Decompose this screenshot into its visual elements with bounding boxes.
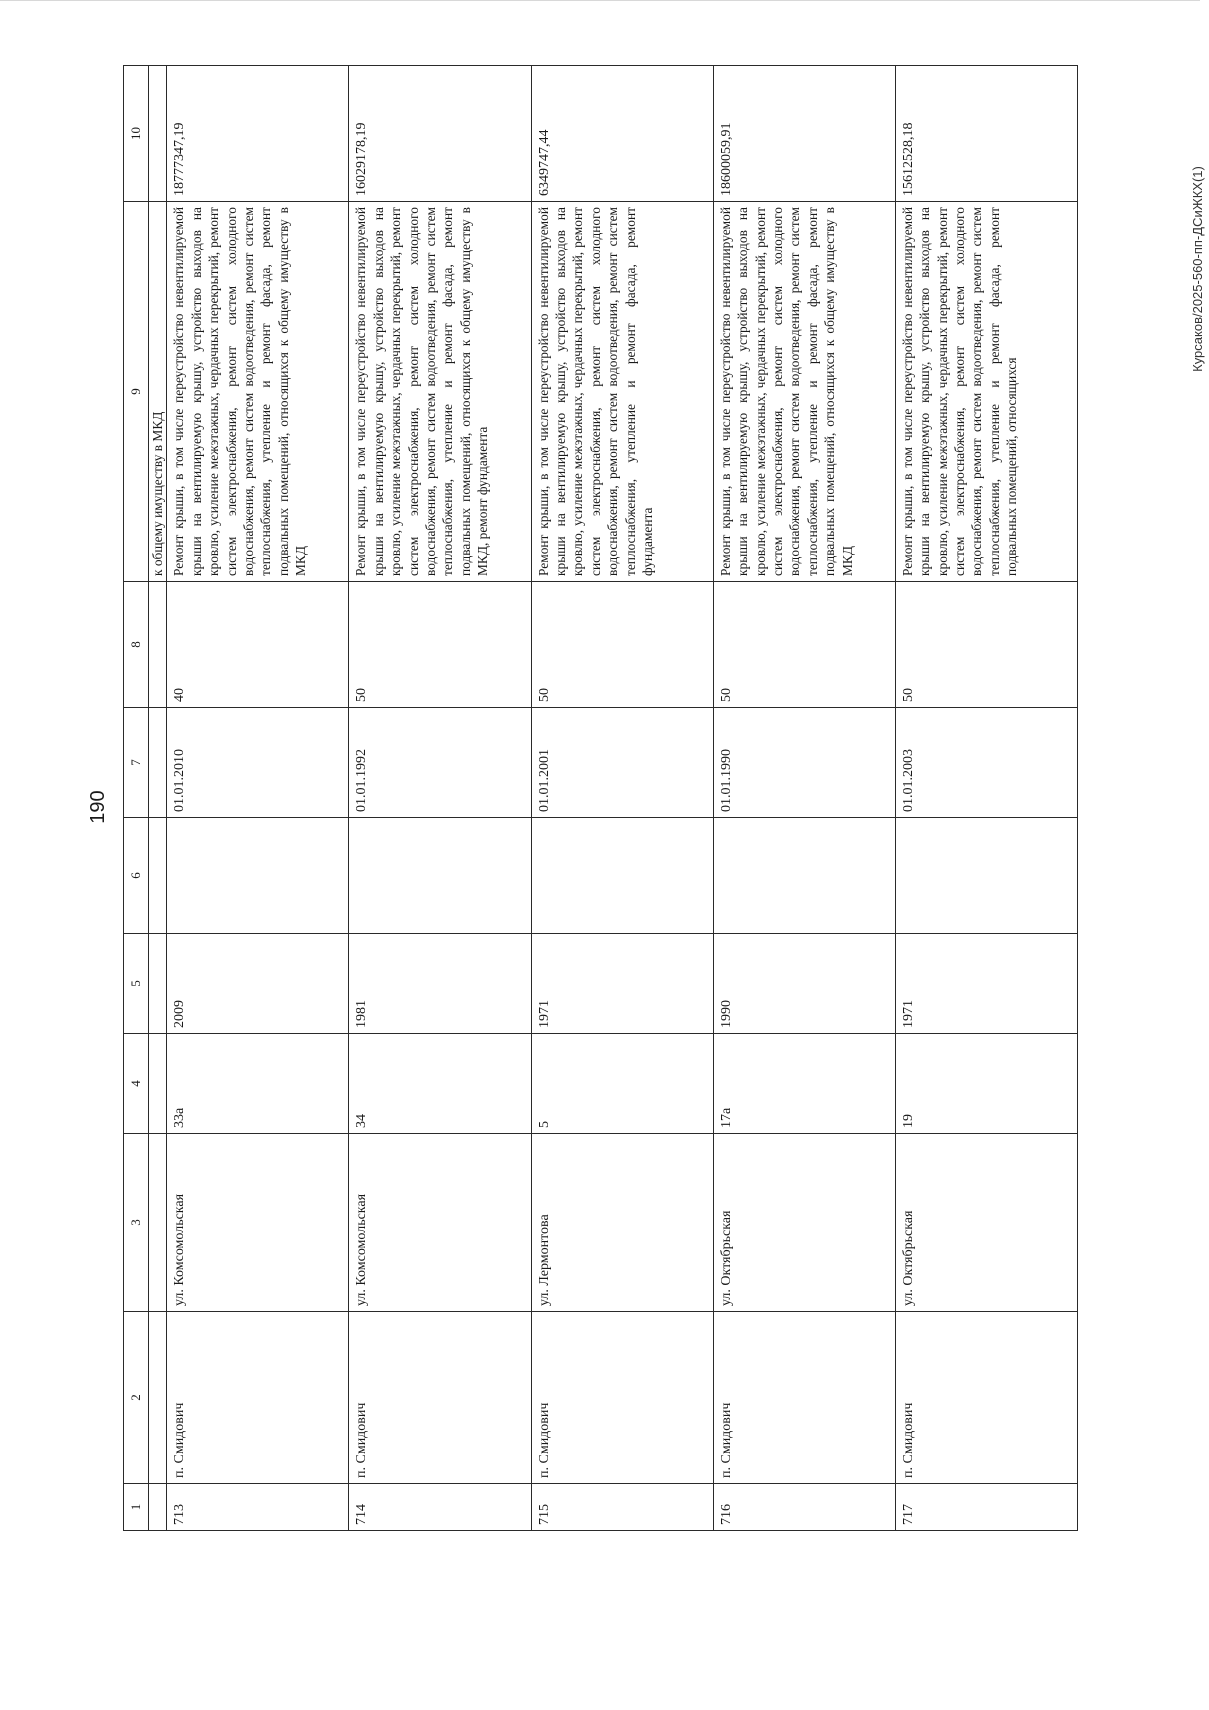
row-number: 715 [531, 1484, 713, 1531]
date-cell: 01.01.2001 [531, 708, 713, 818]
date-cell: 01.01.1990 [713, 708, 895, 818]
col-header-9: 9 [124, 202, 149, 582]
col8-cell: 40 [167, 582, 349, 708]
works-continuation: к общему имуществу в МКД [149, 202, 167, 582]
street-cell: ул. Лермонтова [531, 1134, 713, 1312]
street-cell: ул. Октябрьская [895, 1134, 1077, 1312]
col6-cell [895, 818, 1077, 934]
year-built-cell: 1971 [895, 934, 1077, 1034]
settlement-cell: п. Смидович [895, 1312, 1077, 1484]
col8-cell: 50 [531, 582, 713, 708]
settlement-cell: п. Смидович [713, 1312, 895, 1484]
table-row [713, 66, 895, 1531]
year-built-cell: 1981 [349, 934, 531, 1034]
street-cell: ул. Октябрьская [713, 1134, 895, 1312]
row-number: 717 [895, 1484, 1077, 1531]
col8-cell: 50 [349, 582, 531, 708]
col-header-5: 5 [124, 934, 149, 1034]
row-number: 714 [349, 1484, 531, 1531]
table-row [349, 66, 531, 1531]
col-header-3: 3 [124, 1134, 149, 1312]
repair-program-table [123, 65, 1078, 1531]
col-header-10: 10 [124, 66, 149, 202]
col-header-1: 1 [124, 1484, 149, 1531]
col6-cell [713, 818, 895, 934]
date-cell: 01.01.1992 [349, 708, 531, 818]
table-row [167, 66, 349, 1531]
house-cell: 17а [713, 1034, 895, 1134]
col-header-8: 8 [124, 582, 149, 708]
row-number: 713 [167, 1484, 349, 1531]
continuation-row [149, 66, 167, 1531]
street-cell: ул. Комсомольская [349, 1134, 531, 1312]
year-built-cell: 1971 [531, 934, 713, 1034]
date-cell: 01.01.2003 [895, 708, 1077, 818]
document-code: Курсаков/2025-560-пп-ДСиЖКХ(1) [1190, 166, 1205, 372]
col8-cell: 50 [895, 582, 1077, 708]
settlement-cell: п. Смидович [349, 1312, 531, 1484]
col-header-2: 2 [124, 1312, 149, 1484]
row-number: 716 [713, 1484, 895, 1531]
cost-cell: 6349747,44 [531, 66, 713, 202]
page-number: 190 [87, 790, 109, 824]
col6-cell [531, 818, 713, 934]
year-built-cell: 2009 [167, 934, 349, 1034]
works-cell: Ремонт крыши, в том числе переустройство невентилируемой крыши на вентилируемую крышу, устройство выходов на кровлю, усиление межэтажных, чердачных перекрытий, ремонт систем электроснабжения, ремонт систем холодного водоснабжения, ремонт систем водоотведения, ремонт систем теплоснабжения, утепление и ремонт фасада, ремонт подвальных помещений, относящихся к общему имуществу в МКД, ремонт фундамента [349, 202, 531, 582]
house-cell: 19 [895, 1034, 1077, 1134]
col6-cell [349, 818, 531, 934]
col6-cell [167, 818, 349, 934]
date-cell: 01.01.2010 [167, 708, 349, 818]
scan-edge [0, 0, 1200, 1]
works-cell: Ремонт крыши, в том числе переустройство невентилируемой крыши на вентилируемую крышу, устройство выходов на кровлю, усиление межэтажных, чердачных перекрытий, ремонт систем электроснабжения, ремонт систем холодного водоснабжения, ремонт систем водоотведения, ремонт систем теплоснабжения, утепление и ремонт фасада, ремонт подвальных помещений, относящихся [895, 202, 1077, 582]
settlement-cell: п. Смидович [167, 1312, 349, 1484]
cost-cell: 18777347,19 [167, 66, 349, 202]
col-header-4: 4 [124, 1034, 149, 1134]
works-cell: Ремонт крыши, в том числе переустройство невентилируемой крыши на вентилируемую крышу, устройство выходов на кровлю, усиление межэтажных, чердачных перекрытий, ремонт систем электроснабжения, ремонт систем холодного водоснабжения, ремонт систем водоотведения, ремонт систем теплоснабжения, утепление и ремонт фасада, ремонт фундамента [531, 202, 713, 582]
col8-cell: 50 [713, 582, 895, 708]
header-row [124, 66, 149, 1531]
house-cell: 5 [531, 1034, 713, 1134]
cost-cell: 16029178,19 [349, 66, 531, 202]
house-cell: 33а [167, 1034, 349, 1134]
works-cell: Ремонт крыши, в том числе переустройство невентилируемой крыши на вентилируемую крышу, устройство выходов на кровлю, усиление межэтажных, чердачных перекрытий, ремонт систем электроснабжения, ремонт систем холодного водоснабжения, ремонт систем водоотведения, ремонт систем теплоснабжения, утепление и ремонт фасада, ремонт подвальных помещений, относящихся к общему имуществу в МКД [167, 202, 349, 582]
settlement-cell: п. Смидович [531, 1312, 713, 1484]
works-cell: Ремонт крыши, в том числе переустройство невентилируемой крыши на вентилируемую крышу, устройство выходов на кровлю, усиление межэтажных, чердачных перекрытий, ремонт систем электроснабжения, ремонт систем холодного водоснабжения, ремонт систем водоотведения, ремонт систем теплоснабжения, утепление и ремонт фасада, ремонт подвальных помещений, относящихся к общему имуществу в МКД [713, 202, 895, 582]
table-container [123, 66, 1078, 1531]
cost-cell: 15612528,18 [895, 66, 1077, 202]
cost-cell: 18600059,91 [713, 66, 895, 202]
street-cell: ул. Комсомольская [167, 1134, 349, 1312]
col-header-7: 7 [124, 708, 149, 818]
table-row [531, 66, 713, 1531]
col-header-6: 6 [124, 818, 149, 934]
table-row [895, 66, 1077, 1531]
year-built-cell: 1990 [713, 934, 895, 1034]
house-cell: 34 [349, 1034, 531, 1134]
